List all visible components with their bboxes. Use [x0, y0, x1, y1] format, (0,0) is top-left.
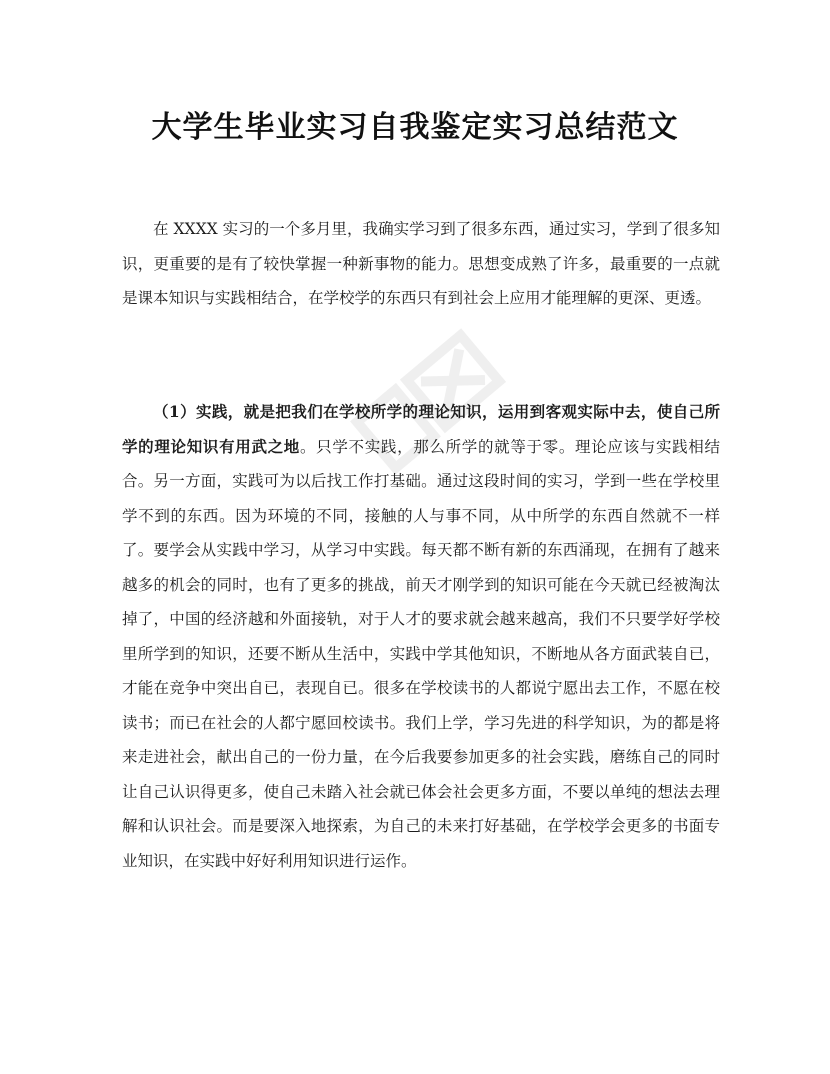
paragraph-practice-lead: （1）实践，就是把我们在学校所学的理论知识，运用到客观实际中去，使自己所学的理论知识有用武之地 [122, 402, 720, 456]
paragraph-practice-body: 。只学不实践，那么所学的就等于零。理论应该与实践相结合。另一方面，实践可为以后找工作打基础。通过这段时间的实习，学到一些在学校里学不到的东西。因为环境的不同，接触的人与事不同，从中所学的东西自然就不一样了。要学会从实践中学习，从学习中实践。每天都不断有新的东西涌现，在拥有了越来越多的机会的同时，也有了更多的挑战，前天才刚学到的知识可能在今天就已经被淘汰掉了，中国的经济越和外面接轨，对于人才的要求就会越来越高，我们不只要学好学校里所学到的知识，还要不断从生活中，实践中学其他知识，不断地从各方面武装自已，才能在竞争中突出自已，表现自已。很多在学校读书的人都说宁愿出去工作，不愿在校读书；而已在社会的人都宁愿回校读书。我们上学，学习先进的科学知识，为的都是将来走进社会，献出自己的一份力量，在今后我要参加更多的社会实践，磨练自己的同时让自己认识得更多，使自己未踏入社会就已体会社会更多方面，不要以单纯的想法去理解和认识社会。而是要深入地探索，为自己的未来打好基础，在学校学会更多的书面专业知识，在实践中好好利用知识进行运作。 [122, 437, 720, 870]
paragraph-intro: 在 XXXX 实习的一个多月里，我确实学习到了很多东西，通过实习，学到了很多知识，更重要的是有了较快掌握一种新事物的能力。思想变成熟了许多，最重要的一点就是课本知识与实践相结合，在学校学的东西只有到社会上应用才能理解的更深、更透。 [122, 220, 720, 307]
document-title: 大学生毕业实习自我鉴定实习总结范文 [151, 110, 679, 145]
paragraph-practice [122, 395, 720, 878]
